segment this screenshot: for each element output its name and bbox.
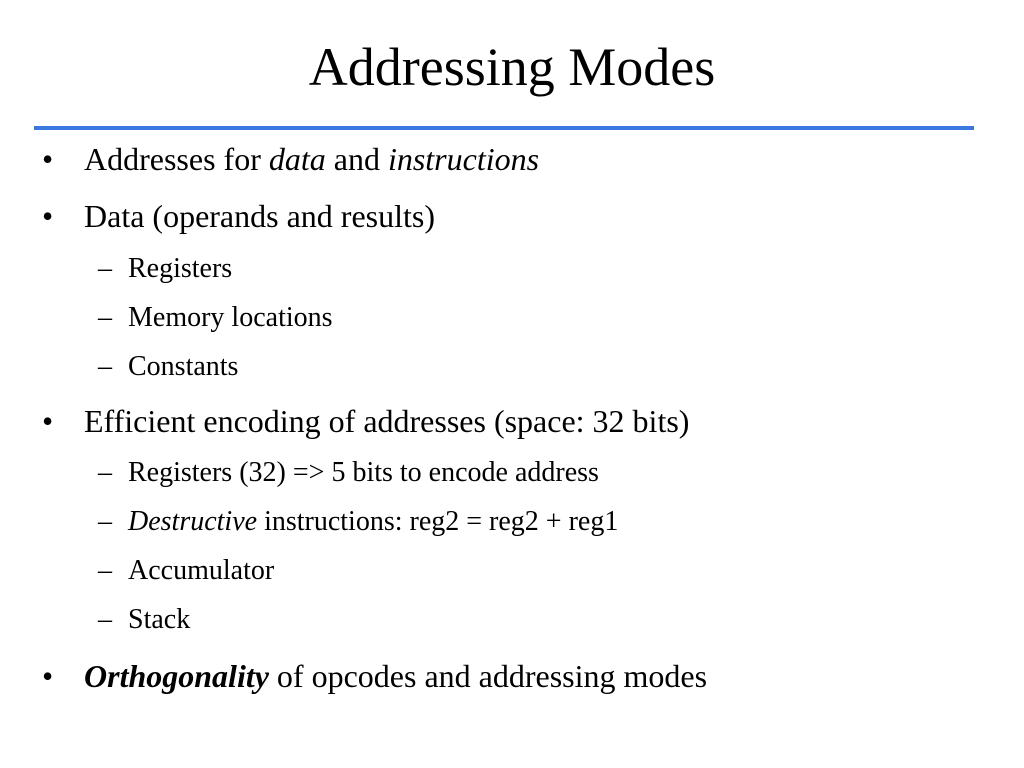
bullet-marker: •: [42, 403, 54, 439]
sub-bullet-text: Accumulator: [128, 555, 275, 586]
bullet-marker: •: [42, 141, 54, 177]
sub-bullet-text: Destructive instructions: reg2 = reg2 + reg1: [128, 506, 619, 537]
sub-bullet-text: Stack: [128, 604, 191, 635]
sub-bullet-marker: –: [98, 253, 112, 284]
sub-bullet-marker: –: [98, 604, 112, 635]
sub-bullet-text: Registers: [128, 253, 233, 284]
sub-bullet-marker: –: [98, 351, 112, 382]
sub-bullet-text: Memory locations: [128, 302, 333, 333]
bullet-text: Data (operands and results): [84, 198, 435, 234]
sub-bullet-text: Constants: [128, 351, 239, 382]
bullet-text: Addresses for data and instructions: [84, 141, 540, 177]
sub-bullet-marker: –: [98, 506, 112, 537]
sub-bullet-marker: –: [98, 302, 112, 333]
sub-bullet-marker: –: [98, 555, 112, 586]
bullet-text: Efficient encoding of addresses (space: 32 bits): [84, 403, 690, 439]
sub-bullet-text: Registers (32) => 5 bits to encode address: [128, 457, 599, 488]
bullet-marker: •: [42, 658, 54, 694]
title-underline: [34, 126, 974, 130]
sub-bullet-marker: –: [98, 457, 112, 488]
bullet-text: Orthogonality of opcodes and addressing modes: [84, 658, 708, 694]
slide-title: Addressing Modes: [308, 37, 716, 97]
bullet-marker: •: [42, 198, 54, 234]
